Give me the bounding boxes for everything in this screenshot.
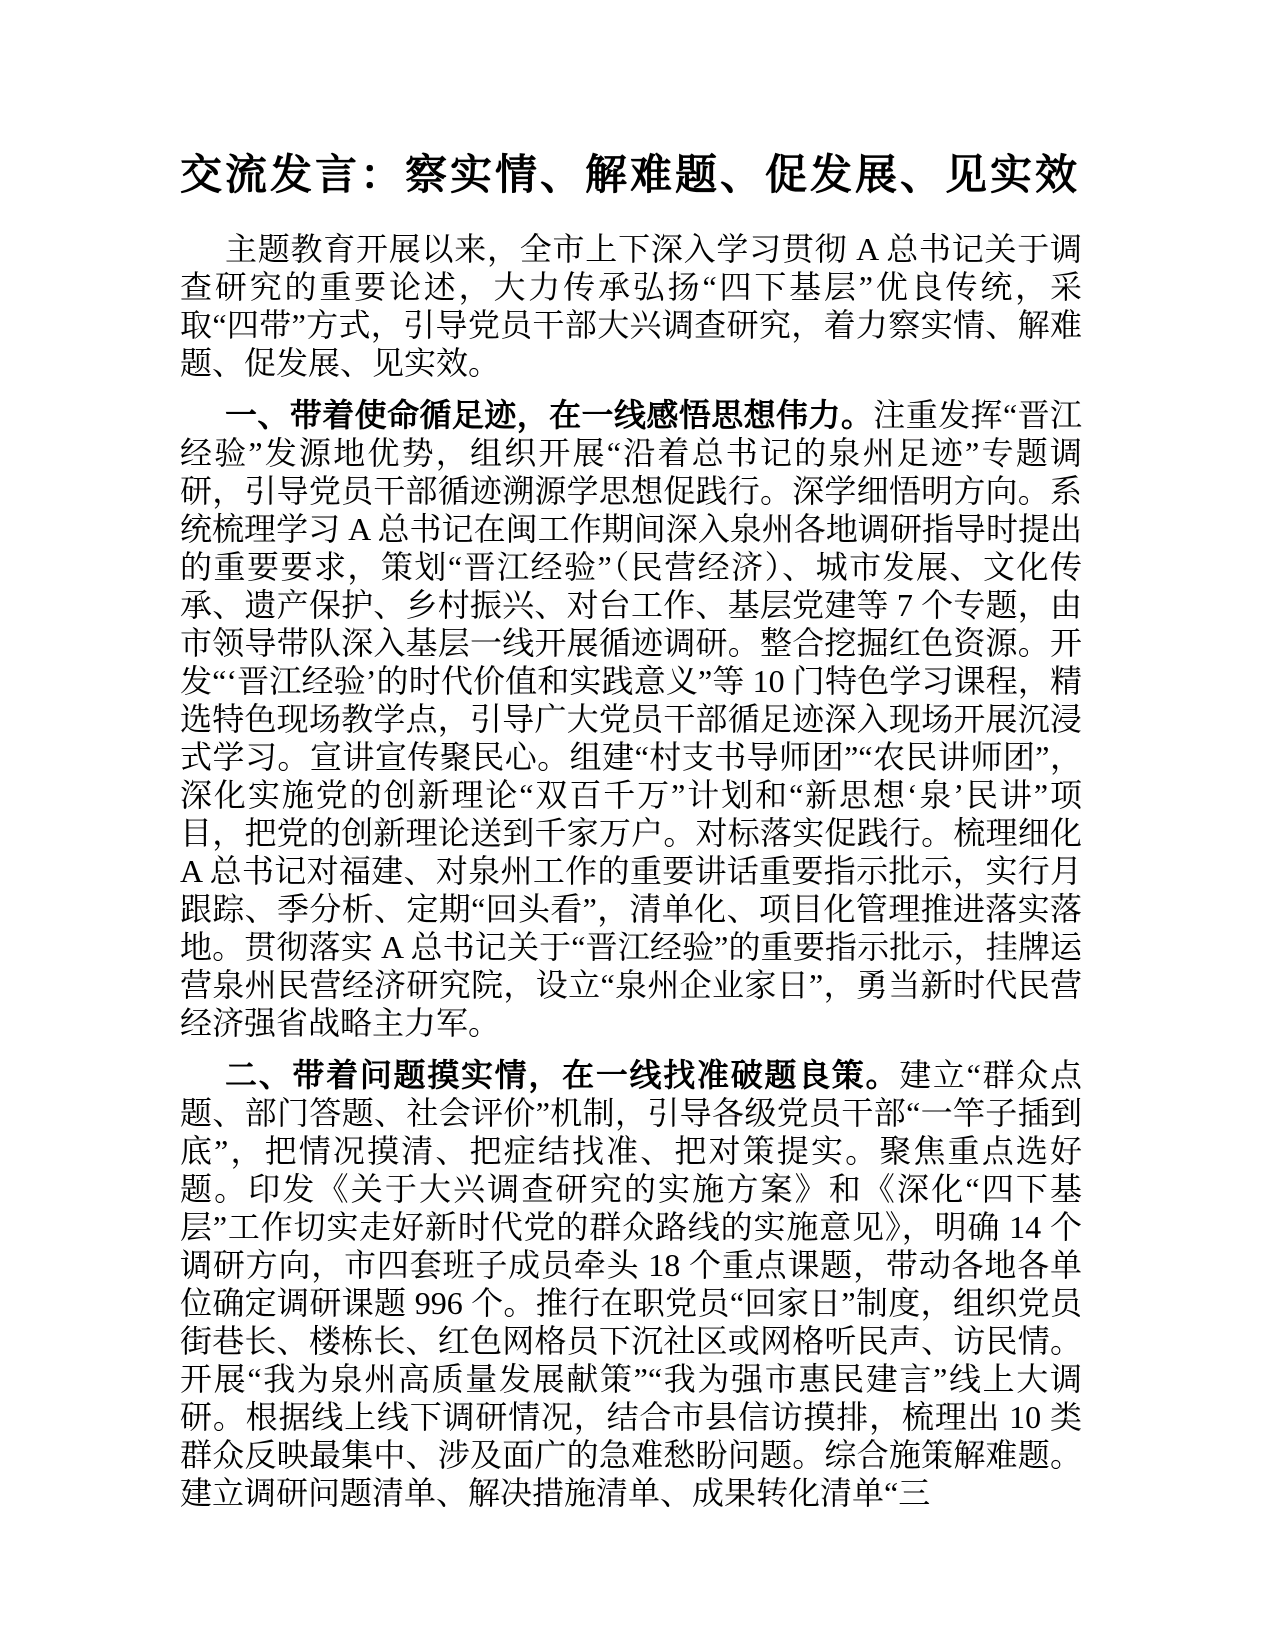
- paragraph-intro-text: 主题教育开展以来，全市上下深入学习贯彻 A 总书记关于调查研究的重要论述，大力传承弘扬“四下基层”优良传统，采取“四带”方式，引导党员干部大兴调查研究，着力察实情、解难题、促发展、见实效。: [180, 231, 1082, 381]
- section-1-heading: 一、带着使命循足迹，在一线感悟思想伟力。: [225, 397, 874, 433]
- document-content: [180, 150, 1082, 1512]
- section-2-text: 建立“群众点题、部门答题、社会评价”机制，引导各级党员干部“一竿子插到底”，把情况摸清、把症结找准、把对策提实。聚焦重点选好题。印发《关于大兴调查研究的实施方案》和《深化“四下基层”工作切实走好新时代党的群众路线的实施意见》，明确 14 个调研方向，市四套班子成员牵头 18 个重点课题，带动各地各单位确定调研课题 996 个。推行在职党员“回家日”制度，组织党员街巷长、楼栋长、红色网格员下沉社区或网格听民声、访民情。开展“我为泉州高质量发展献策”“我为强市惠民建言”线上大调研。根据线上线下调研情况，结合市县信访摸排，梳理出 10 类群众反映最集中、涉及面广的急难愁盼问题。综合施策解难题。建立调研问题清单、解决措施清单、成果转化清单“三: [180, 1057, 1082, 1511]
- paragraph-section-1: [180, 396, 1082, 1042]
- section-1-text: 注重发挥“晋江经验”发源地优势，组织开展“沿着总书记的泉州足迹”专题调研，引导党员干部循迹溯源学思想促践行。深学细悟明方向。系统梳理学习 A 总书记在闽工作期间深入泉州各地调研指导时提出的重要要求，策划“晋江经验”（民营经济）、城市发展、文化传承、遗产保护、乡村振兴、对台工作、基层党建等 7 个专题，由市领导带队深入基层一线开展循迹调研。整合挖掘红色资源。开发“‘晋江经验’的时代价值和实践意义”等 10 门特色学习课程，精选特色现场教学点，引导广大党员干部循足迹深入现场开展沉浸式学习。宣讲宣传聚民心。组建“村支书导师团”“农民讲师团”，深化实施党的创新理论“双百千万”计划和“新思想‘泉’民讲”项目，把党的创新理论送到千家万户。对标落实促践行。梳理细化 A 总书记对福建、对泉州工作的重要讲话重要指示批示，实行月跟踪、季分析、定期“回头看”，清单化、项目化管理推进落实落地。贯彻落实 A 总书记关于“晋江经验”的重要指示批示，挂牌运营泉州民营经济研究院，设立“泉州企业家日”，勇当新时代民营经济强省战略主力军。: [180, 397, 1082, 1041]
- section-2-heading: 二、带着问题摸实情，在一线找准破题良策。: [225, 1057, 900, 1093]
- document-title: 交流发言：察实情、解难题、促发展、见实效: [180, 151, 1081, 198]
- paragraph-intro: [180, 230, 1082, 382]
- paragraph-section-2: [180, 1056, 1082, 1512]
